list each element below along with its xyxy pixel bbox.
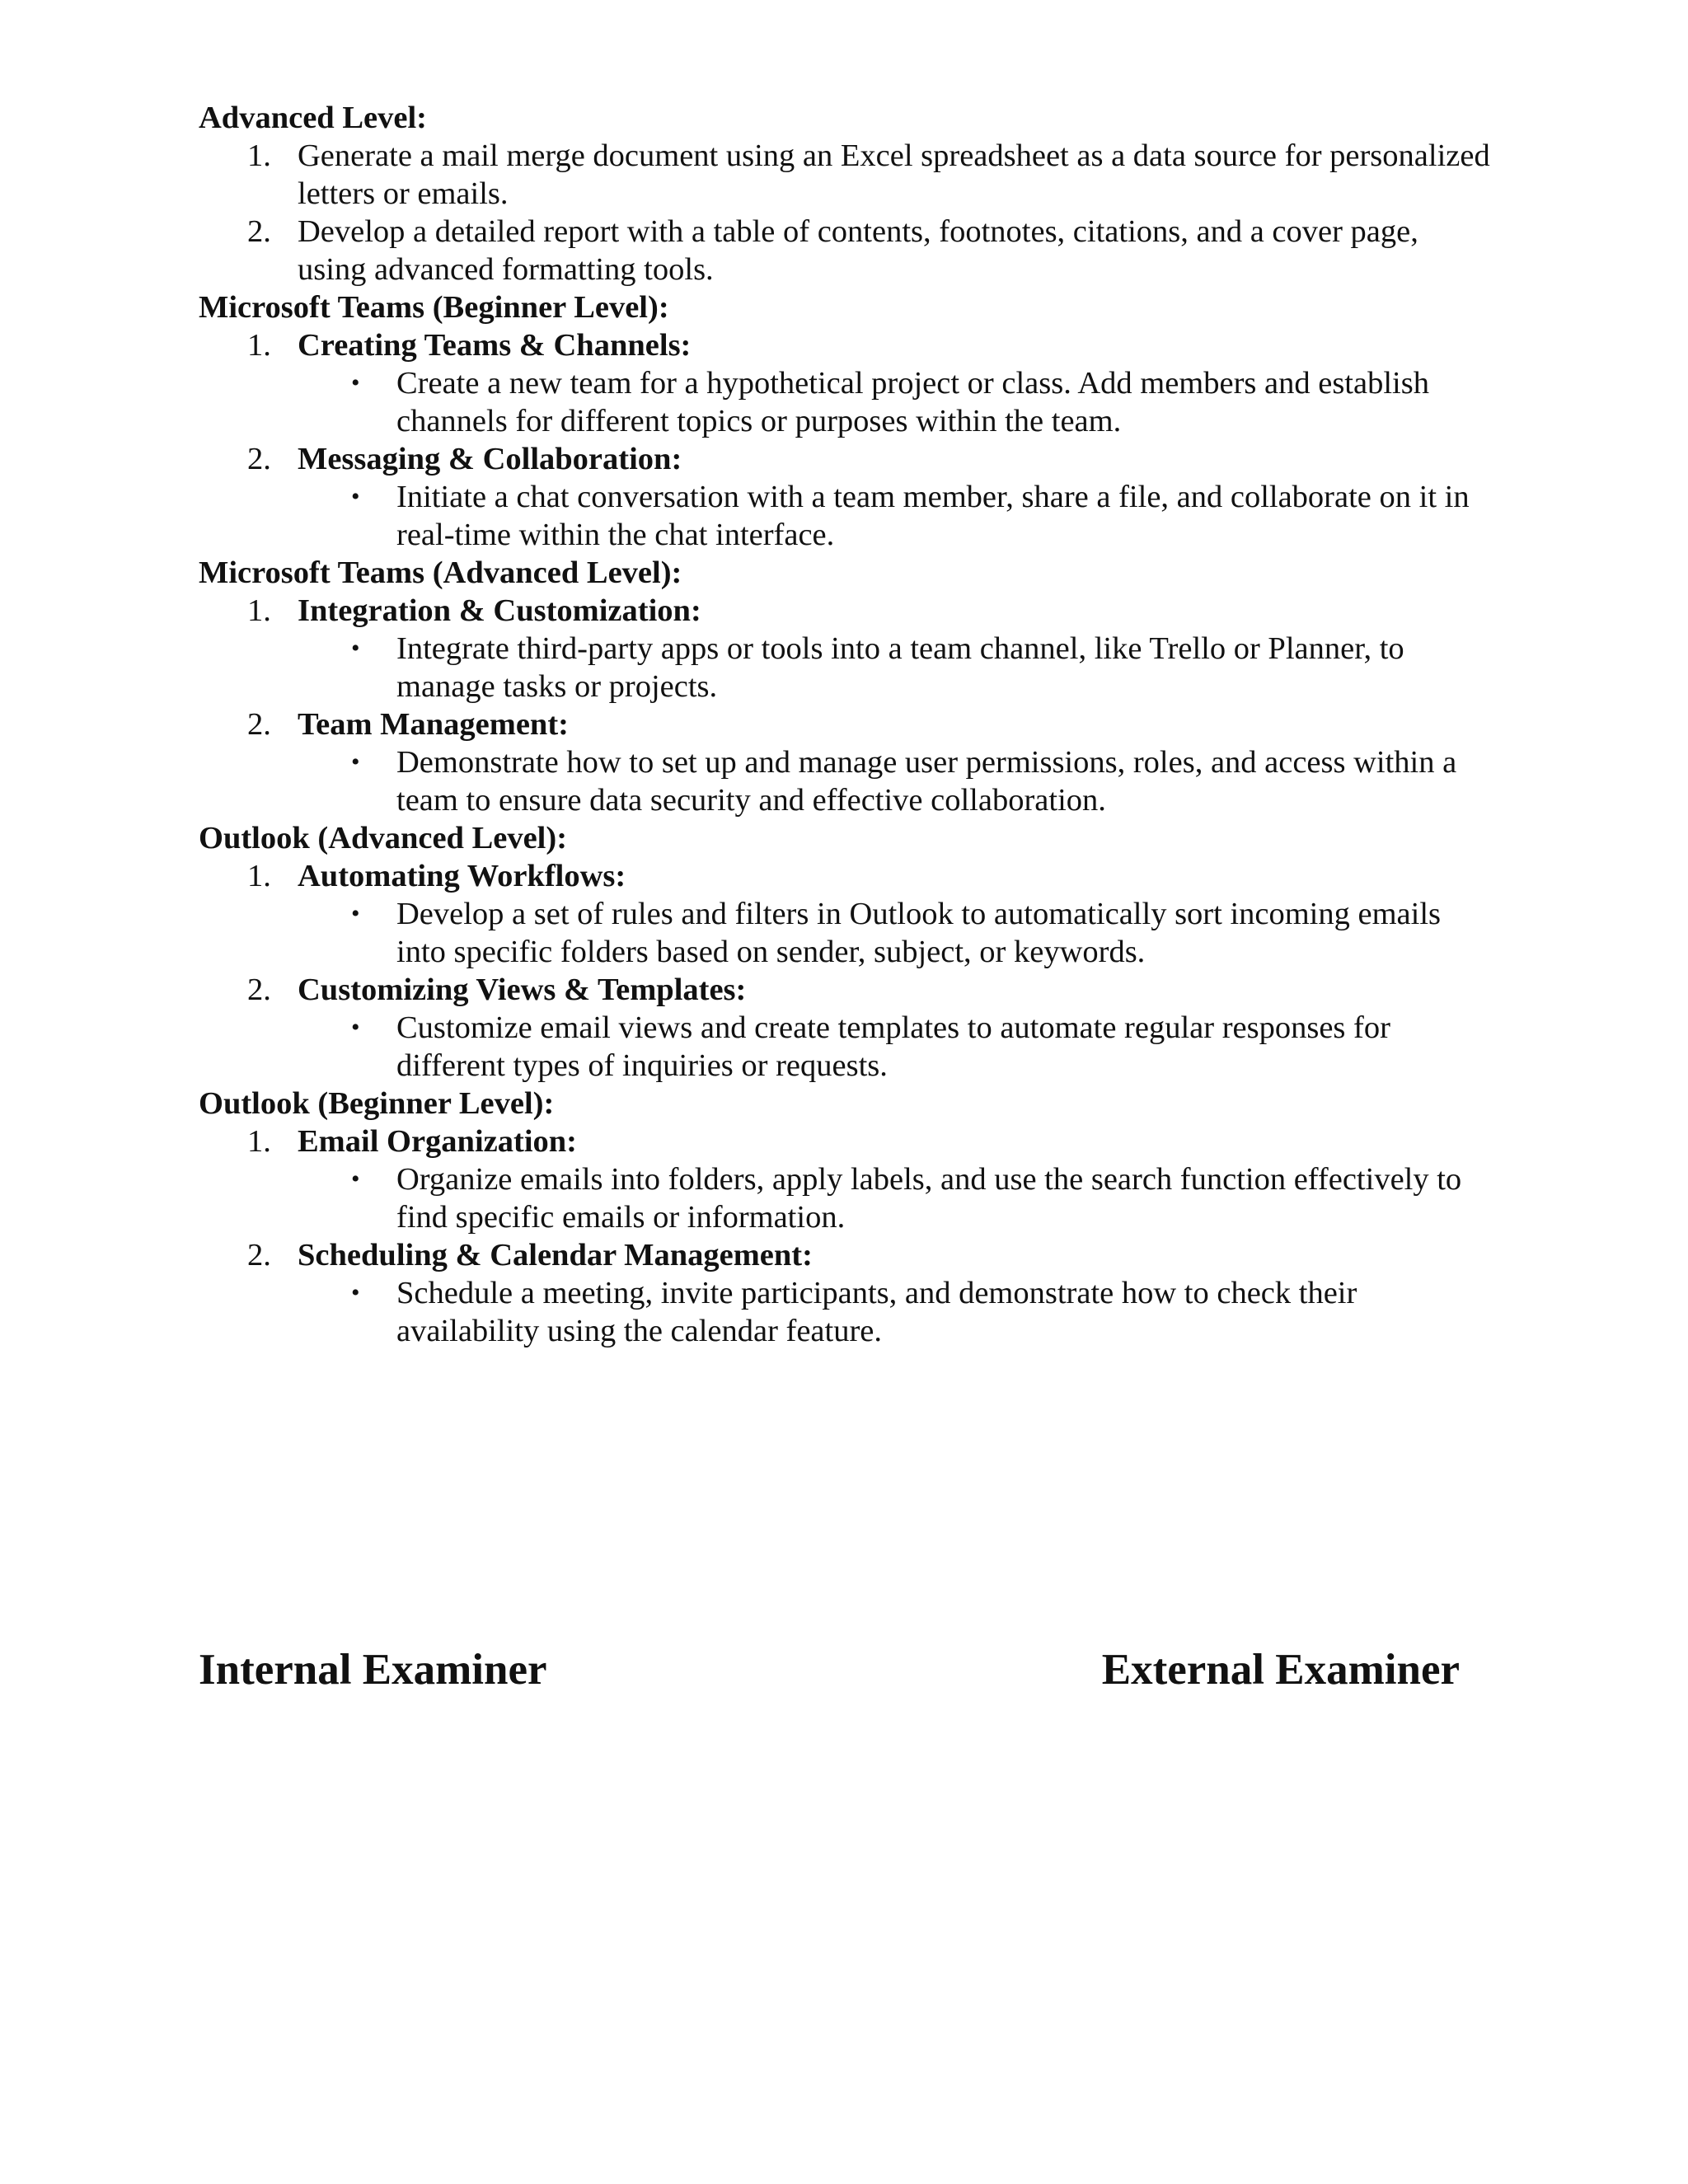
- bullet-text: Demonstrate how to set up and manage user permissions, roles, and access within a team to ensure data security and effective collaboration.: [396, 745, 1457, 818]
- bullet-item: [199, 1009, 1493, 1085]
- document-body: [199, 99, 1493, 1350]
- list-item: [199, 705, 1493, 743]
- bullet-text: Organize emails into folders, apply labels, and use the search function effectively to find specific emails or information.: [396, 1162, 1462, 1235]
- list-item-label: Scheduling & Calendar Management:: [298, 1238, 813, 1272]
- list-number: 2.: [247, 972, 271, 1007]
- bullet-icon: •: [351, 1279, 360, 1306]
- list-number: 1.: [247, 593, 271, 628]
- section-heading-outlook-advanced: Outlook (Advanced Level):: [199, 821, 568, 855]
- bullet-text: Create a new team for a hypothetical project or class. Add members and establish channels for different topics or purposes within the team.: [396, 366, 1429, 438]
- bullet-text: Customize email views and create templates to automate regular responses for different types of inquiries or requests.: [396, 1010, 1390, 1083]
- list-number: 2.: [247, 442, 271, 476]
- list-number: 1.: [247, 1124, 271, 1159]
- bullet-item: [199, 743, 1493, 819]
- list-item-label: Email Organization:: [298, 1124, 577, 1159]
- list-item: [199, 1236, 1493, 1274]
- bullet-icon: •: [351, 369, 360, 396]
- list-item-label: Creating Teams & Channels:: [298, 328, 692, 363]
- bullet-text: Develop a set of rules and filters in Outlook to automatically sort incoming emails into specific folders based on sender, subject, or keywords.: [396, 897, 1442, 969]
- section-heading-advanced-level: Advanced Level:: [199, 101, 427, 135]
- section-heading-teams-beginner: Microsoft Teams (Beginner Level):: [199, 290, 669, 325]
- list-number: 1.: [247, 328, 271, 363]
- bullet-text: Initiate a chat conversation with a team member, share a file, and collaborate on it in real-time within the chat interface.: [396, 480, 1470, 552]
- section-heading-outlook-beginner: Outlook (Beginner Level):: [199, 1086, 555, 1121]
- bullet-item: [199, 1274, 1493, 1350]
- bullet-item: [199, 630, 1493, 705]
- bullet-item: [199, 895, 1493, 971]
- bullet-text: Integrate third-party apps or tools into a team channel, like Trello or Planner, to manage tasks or projects.: [396, 631, 1404, 704]
- list-item-label: Integration & Customization:: [298, 593, 701, 628]
- list-item-label: Automating Workflows:: [298, 859, 626, 893]
- bullet-icon: •: [351, 900, 360, 927]
- section-heading-teams-advanced: Microsoft Teams (Advanced Level):: [199, 555, 682, 590]
- list-item: [199, 137, 1493, 213]
- list-item: [199, 971, 1493, 1009]
- list-item: [199, 326, 1493, 364]
- list-item-label: Customizing Views & Templates:: [298, 972, 747, 1007]
- bullet-icon: •: [351, 483, 360, 510]
- bullet-item: [199, 364, 1493, 440]
- list-number: 2.: [247, 214, 271, 249]
- list-item: [199, 1122, 1493, 1160]
- list-number: 1.: [247, 859, 271, 893]
- list-item-label: Team Management:: [298, 707, 569, 742]
- bullet-item: [199, 1160, 1493, 1236]
- list-number: 2.: [247, 1238, 271, 1272]
- list-number: 1.: [247, 138, 271, 173]
- external-examiner-label: External Examiner: [1101, 1646, 1460, 1694]
- bullet-icon: •: [351, 748, 360, 776]
- list-item: [199, 592, 1493, 630]
- bullet-icon: •: [351, 1014, 360, 1041]
- bullet-text: Schedule a meeting, invite participants, and demonstrate how to check their availability using the calendar feature.: [396, 1276, 1357, 1348]
- bullet-icon: •: [351, 1165, 360, 1193]
- bullet-item: [199, 478, 1493, 554]
- list-item-text: Develop a detailed report with a table of contents, footnotes, citations, and a cover page, using advanced formatting tools.: [298, 214, 1418, 287]
- bullet-icon: •: [351, 635, 360, 662]
- list-item-text: Generate a mail merge document using an Excel spreadsheet as a data source for personalized letters or emails.: [298, 138, 1490, 211]
- internal-examiner-label: Internal Examiner: [199, 1646, 547, 1694]
- list-item: [199, 440, 1493, 478]
- list-item: [199, 213, 1493, 288]
- list-item: [199, 857, 1493, 895]
- list-item-label: Messaging & Collaboration:: [298, 442, 682, 476]
- list-number: 2.: [247, 707, 271, 742]
